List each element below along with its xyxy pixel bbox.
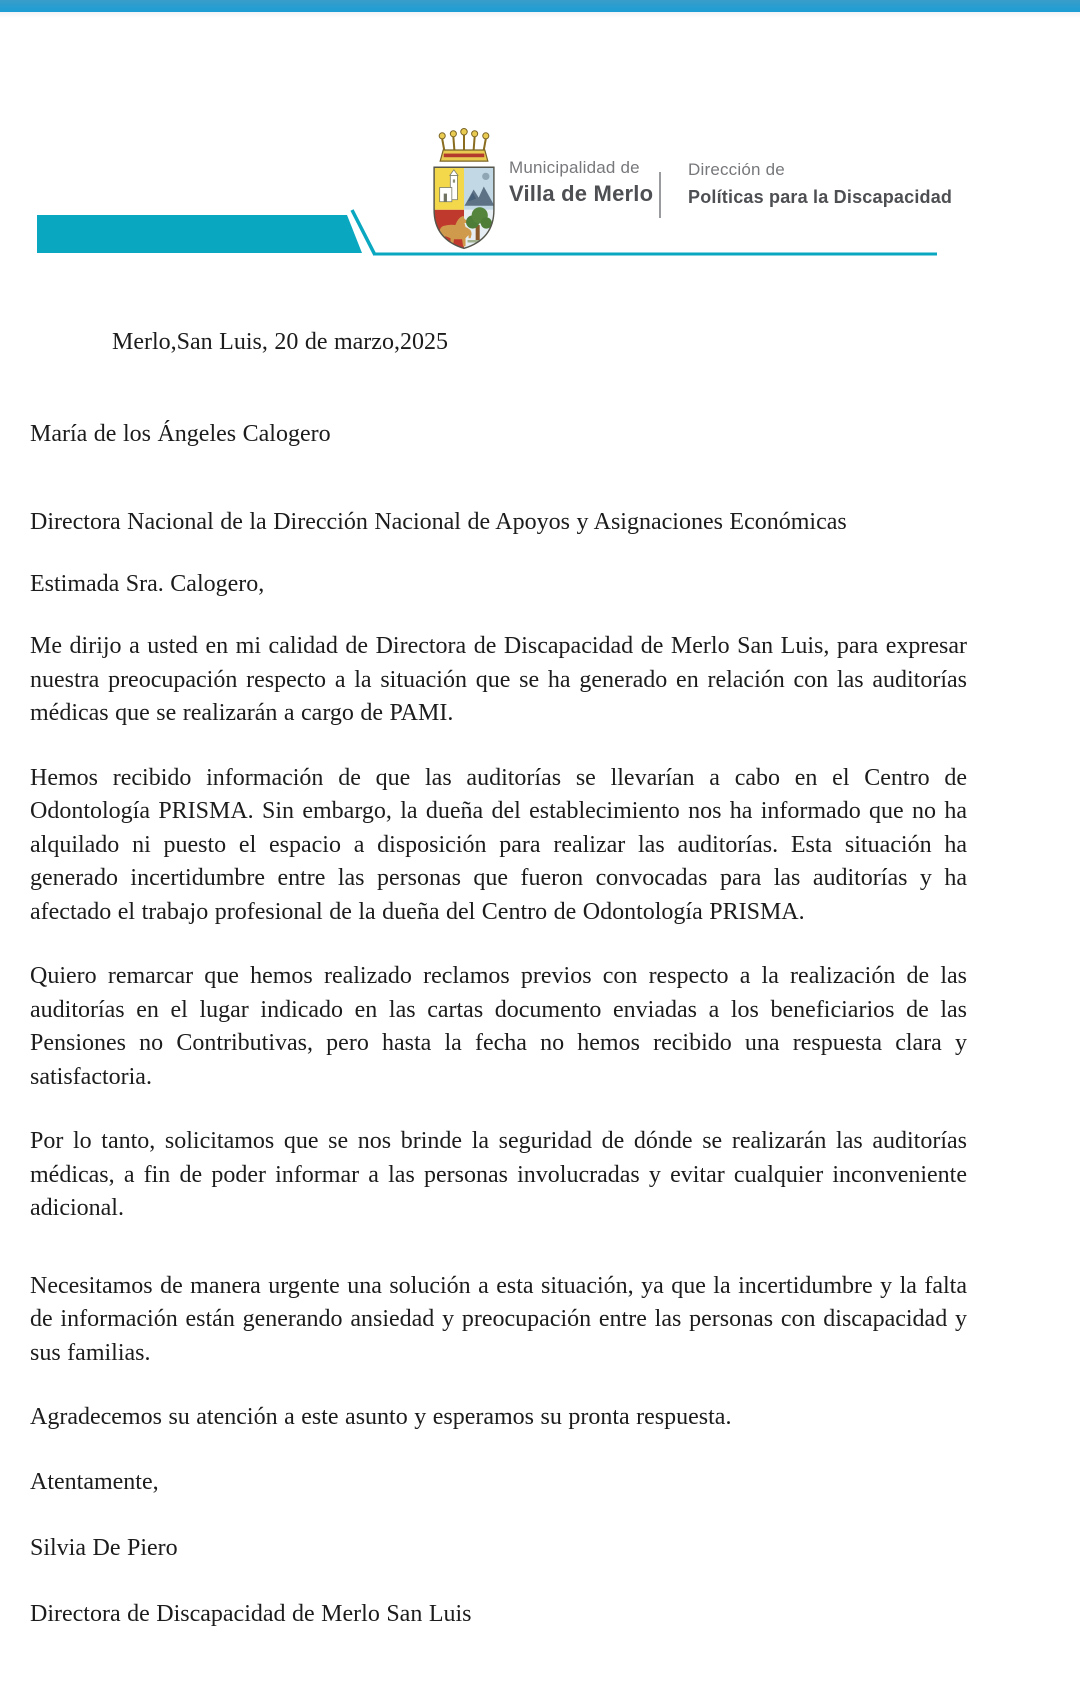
dept-name-prefix: Dirección de — [688, 160, 785, 179]
closing: Atentamente, — [30, 1468, 159, 1495]
letter-paragraph: Necesitamos de manera urgente una solución a esta situación, ya que la incertidumbre y la falta de información están generando ansiedad y preocupación entre las personas con discapacidad y sus familias. — [30, 1272, 967, 1366]
recipient-name: María de los Ángeles Calogero — [30, 420, 331, 447]
letter-paragraph: Hemos recibido información de que las auditorías se llevarían a cabo en el Centro de Odontología PRISMA. Sin embargo, la dueña del establecimiento nos ha informado que no ha alquilado ni puesto el espacio a disposición para realizar las auditorías. Esta situación ha generado incertidumbre entre las personas que fueron convocadas para las auditorías y ha afectado el trabajo profesional de la dueña del Centro de Odontología PRISMA. — [30, 764, 967, 925]
dept-name: Políticas para la Discapacidad — [688, 187, 953, 207]
date-line: Merlo,San Luis, 20 de marzo,2025 — [112, 329, 448, 355]
top-accent-bar — [0, 0, 1080, 12]
teal-banner — [0, 12, 1080, 262]
org-name: Villa de Merlo — [509, 181, 654, 206]
signature-title: Directora de Discapacidad de Merlo San Luis — [30, 1600, 472, 1627]
coat-of-arms-logo — [427, 122, 501, 250]
salutation: Estimada Sra. Calogero, — [30, 570, 265, 597]
recipient-title: Directora Nacional de la Dirección Nacional de Apoyos y Asignaciones Económicas — [30, 509, 847, 535]
banner-diagonal-line — [352, 210, 375, 255]
letter-paragraph: Por lo tanto, solicitamos que se nos brinde la seguridad de dónde se realizarán las auditorías médicas, a fin de poder informar a las personas involucradas y evitar cualquier inconveniente adicional. — [30, 1128, 967, 1221]
letter-paragraph: Quiero remarcar que hemos realizado reclamos previos con respecto a la realización de las auditorías en el lugar indicado en las cartas documento enviadas a los beneficiarios de las Pensiones no Contributivas, pero hasta la fecha no hemos recibido una respuesta clara y satisfactoria. — [30, 963, 967, 1090]
signature-name: Silvia De Piero — [30, 1535, 178, 1561]
dept-title — [688, 160, 952, 208]
letter-paragraph: Me dirijo a usted en mi calidad de Directora de Discapacidad de Merlo San Luis, para expresar nuestra preocupación respecto a la situación que se ha generado en relación con las auditorías médicas que se realizarán a cargo de PAMI. — [30, 633, 967, 726]
org-name-prefix: Municipalidad de — [509, 158, 640, 177]
header-divider — [659, 172, 661, 218]
letterhead — [0, 12, 1080, 262]
letter-body — [30, 262, 967, 1631]
letter-paragraph: Agradecemos su atención a este asunto y esperamos su pronta respuesta. — [30, 1404, 732, 1430]
banner-shape — [37, 215, 362, 253]
crown-icon — [439, 129, 489, 162]
org-title — [509, 158, 653, 207]
